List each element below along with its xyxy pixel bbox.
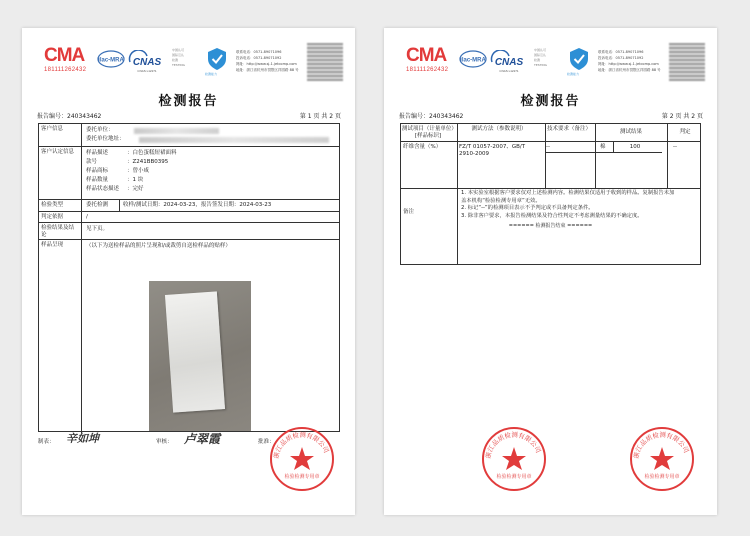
model-label: 款号	[86, 159, 98, 165]
reviewed-signature: 卢翠霞	[184, 432, 221, 446]
official-seal	[268, 425, 336, 493]
svg-text:检验检测专用章: 检验检测专用章	[284, 474, 320, 480]
svg-text:CNAS: CNAS	[494, 57, 524, 68]
note-line-3: 2. 标记“--”的检测项目表示不予判定或不具备判定条件。	[461, 205, 594, 211]
qr-code	[307, 43, 343, 81]
table-row	[401, 141, 700, 189]
qty-label: 样品数量	[86, 177, 109, 183]
test-capability-badge	[205, 46, 229, 72]
sample-desc-value: ：白色蛋糕短裙面料	[127, 150, 177, 156]
header-item: 测试项目（计量单位）[样品标识]	[401, 126, 455, 139]
table-header-row	[401, 124, 700, 142]
model-value: ：Z241BB0395	[127, 159, 169, 165]
svg-text:浙江品质检测有限公司: 浙江品质检测有限公司	[632, 430, 691, 460]
report-page-1	[22, 28, 355, 515]
qr-code	[669, 43, 705, 81]
svg-text:浙江品质检测有限公司: 浙江品质检测有限公司	[272, 430, 331, 460]
notes-row	[401, 188, 700, 265]
test-type-row	[39, 200, 339, 212]
test-type-value: 委托检测	[86, 202, 109, 208]
svg-text:CNAS L12271: CNAS L12271	[137, 69, 157, 73]
badge-label: 检测能力	[567, 72, 580, 76]
cnas-caption: 中国认可 国际互认 检测 TESTING	[172, 48, 185, 67]
result-label: 检验结果及结论	[41, 225, 75, 238]
state-value: ：完好	[127, 186, 144, 192]
client-address-label: 委托单位地址：	[86, 136, 125, 142]
report-title: 检测报告	[520, 94, 581, 109]
redacted-client-address	[139, 137, 329, 143]
state-label: 样品状态描述	[86, 186, 120, 192]
test-type-label: 检验类型	[41, 202, 64, 208]
svg-text:浙江品质检测有限公司: 浙江品质检测有限公司	[484, 430, 543, 460]
test-capability-badge	[567, 46, 591, 72]
cnas-caption: 中国认可 国际互认 检测 TESTING	[534, 48, 547, 67]
client-unit-label: 委托单位：	[86, 127, 114, 133]
result-value: 见下页。	[86, 226, 109, 232]
report-page-2	[384, 28, 717, 515]
official-seal	[480, 425, 548, 493]
cma-logo: CMA 181111262432	[406, 45, 449, 73]
report-end-mark: ====== 检测报告结束 ======	[508, 223, 593, 229]
judge-value: /	[86, 214, 88, 220]
svg-text:检验检测专用章: 检验检测专用章	[496, 474, 532, 480]
photo-label: 样品呈现	[41, 242, 64, 248]
results-table	[400, 123, 701, 265]
svg-text:CNAS: CNAS	[132, 57, 162, 68]
svg-text:ilac-MRA: ilac-MRA	[98, 57, 124, 64]
note-line-1: 1. 本实验室根据客户要求仅对上述检测内容。检测结果仅适用于收到的样品。复制报告未加	[461, 190, 675, 196]
cnas-logo	[127, 50, 167, 74]
prepared-signature: 辛如坤	[66, 432, 99, 445]
brand-value: ：曾小咸	[127, 168, 150, 174]
row-requirement: --	[546, 144, 550, 150]
row-judge: --	[673, 144, 677, 150]
header-requirement: 技术要求（备注）	[547, 126, 592, 132]
row-value: 100	[629, 144, 641, 150]
badge-label: 检测能力	[205, 72, 218, 76]
fabric-sample	[165, 291, 225, 412]
photo-caption: （以下为送检样品的照片呈现和/或裁剪自送检样品的贴样）	[86, 243, 231, 249]
row-method: FZ/T 01057-2007、GB/T 2910-2009	[459, 144, 526, 157]
notes-label: 备注	[403, 209, 415, 215]
redacted-client-unit	[134, 128, 219, 134]
result-row	[39, 223, 339, 240]
row-fiber: 棉	[600, 144, 606, 150]
page-number: 第 1 页 共 2 页	[299, 113, 341, 120]
report-number: 报告编号：240343462	[37, 113, 102, 120]
contact-block: 联系电话：0571-89071096 投诉电话：0571-89071092 网址：http://www.sj-1.jetcomp.com 地址：浙江省杭州市拱墅区祥园路 88 号	[598, 50, 661, 72]
brand-label: 样品商标	[86, 168, 109, 174]
cnas-logo	[489, 50, 529, 74]
client-info-row	[39, 124, 339, 147]
approved-by-label: 批准：	[258, 439, 275, 445]
prepared-by-label: 制表：	[38, 439, 55, 445]
judge-label: 判定依据	[41, 214, 64, 220]
note-line-2: 盖本机构“检验检测专用章”无效。	[461, 197, 541, 204]
reviewed-by-label: 审核：	[156, 439, 173, 445]
photo-row	[39, 240, 339, 433]
note-line-4: 3. 除非客户要求，本报告检测结果及符合性判定不考虑测量结果的不确定度。	[461, 212, 643, 219]
cma-logo: CMA 181111262432	[44, 45, 87, 73]
sample-info-label: 客户认定信息	[41, 149, 75, 155]
header-result: 测试结果	[619, 129, 642, 135]
ilac-mra-logo	[95, 48, 127, 74]
page-number: 第 2 页 共 2 页	[661, 113, 703, 120]
svg-text:CNAS L12271: CNAS L12271	[499, 69, 519, 73]
official-seal-2	[628, 425, 696, 493]
header-judge: 判定	[679, 129, 691, 135]
svg-text:ilac-MRA: ilac-MRA	[460, 57, 486, 64]
row-item: 纤维含量（%）	[403, 144, 442, 150]
judge-row	[39, 212, 339, 223]
svg-text:检验检测专用章: 检验检测专用章	[644, 474, 680, 480]
contact-block: 联系电话：0571-89071096 投诉电话：0571-89071092 网址：http://www.sj-1.jetcomp.com 地址：浙江省杭州市拱墅区祥园路 88 号	[236, 50, 299, 72]
report-title: 检测报告	[158, 94, 219, 109]
test-dates: 收样/测试日期：2024-03-23，报告签发日期：2024-03-23	[123, 202, 272, 208]
ilac-mra-logo	[457, 48, 489, 74]
client-info-label: 客户信息	[41, 126, 64, 132]
header-method: 测试方法（参数说明）	[471, 126, 527, 132]
qty-value: ：1 块	[127, 177, 144, 183]
report-form	[38, 123, 340, 432]
sample-desc-label: 样品描述	[86, 150, 109, 156]
report-number: 报告编号：240343462	[399, 113, 464, 120]
sample-photo	[149, 281, 251, 431]
sample-info-row	[39, 147, 339, 200]
